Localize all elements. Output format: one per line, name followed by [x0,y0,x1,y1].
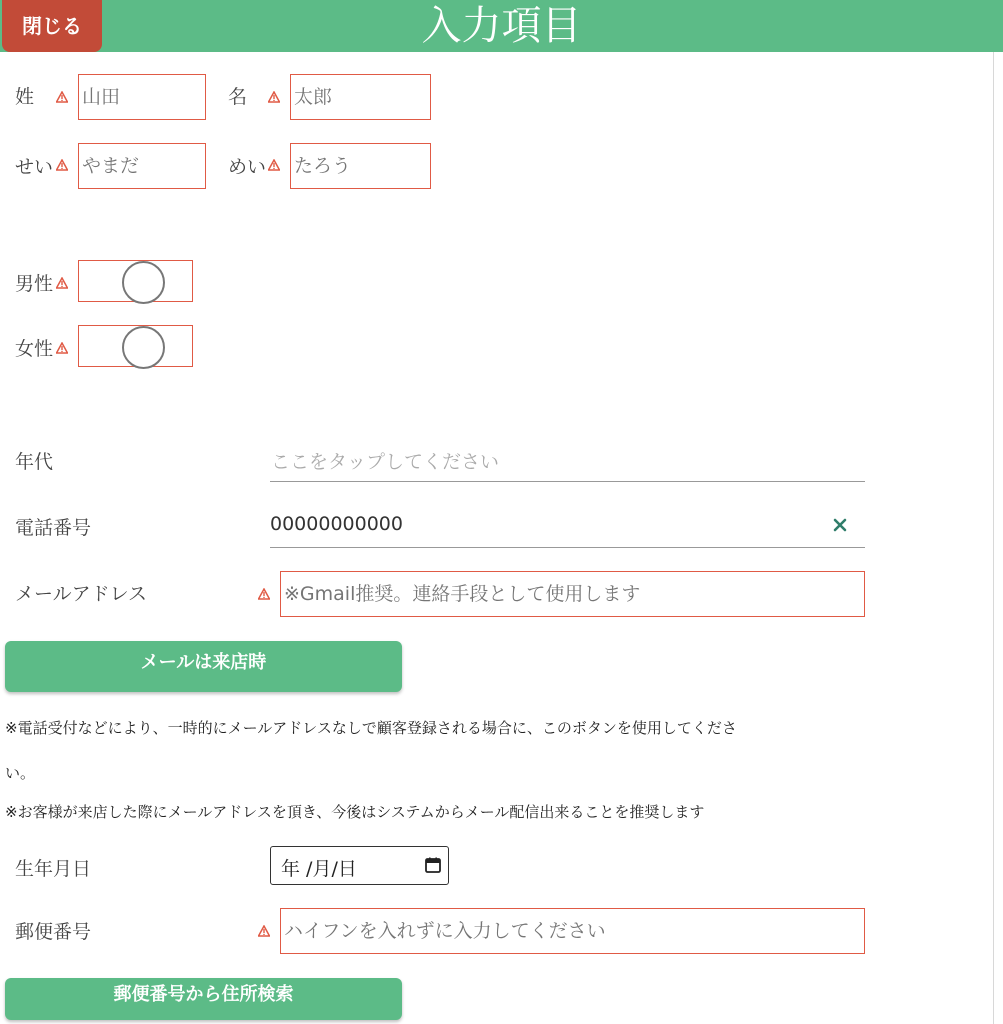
required-warning-icon [258,588,270,600]
required-warning-icon [56,159,68,171]
postal-label: 郵便番号 [15,921,92,943]
address-search-button[interactable]: 郵便番号から住所検索 [5,978,402,1020]
note-line-1: ※電話受付などにより、一時的にメールアドレスなしで顧客登録される場合に、このボタンを使用してくださ [5,719,737,737]
phone-field[interactable] [270,506,865,548]
required-warning-icon [268,159,280,171]
note-line-1b: い。 [5,764,36,782]
age-label: 年代 [15,451,54,473]
page-title: 入力項目 [421,3,582,49]
first-name-kana-label: めい [228,156,267,178]
required-warning-icon [258,925,270,937]
first-name-label: 名 [228,86,248,108]
right-divider [993,52,994,1024]
phone-label: 電話番号 [15,517,92,539]
female-radio[interactable] [122,326,165,369]
mail-at-visit-button[interactable]: メールは来店時 [5,641,402,692]
first-name-input[interactable] [290,74,431,120]
female-label: 女性 [15,338,54,360]
calendar-icon[interactable] [425,857,441,873]
required-warning-icon [56,277,68,289]
clear-icon[interactable] [833,518,847,532]
birthday-date-input[interactable] [270,846,449,885]
age-placeholder: ここをタップしてください [271,451,500,473]
birthday-value: 年 /月/日 [281,858,357,880]
required-warning-icon [56,342,68,354]
last-name-input[interactable] [78,74,206,120]
close-button[interactable]: 閉じる [2,0,102,52]
required-warning-icon [56,91,68,103]
required-warning-icon [268,91,280,103]
note-line-2: ※お客様が来店した際にメールアドレスを頂き、今後はシステムからメール配信出来ることを推奨します [5,803,705,821]
male-label: 男性 [15,273,54,295]
first-name-kana-input[interactable] [290,143,431,189]
last-name-kana-label: せい [15,156,54,178]
age-select[interactable] [270,440,865,482]
last-name-label: 姓 [15,86,35,108]
postal-input[interactable] [280,908,865,954]
email-input[interactable] [280,571,865,617]
phone-value: 00000000000 [270,513,403,535]
male-radio[interactable] [122,261,165,304]
last-name-kana-input[interactable] [78,143,206,189]
birthday-label: 生年月日 [15,858,92,880]
email-label: メールアドレス [15,583,148,605]
